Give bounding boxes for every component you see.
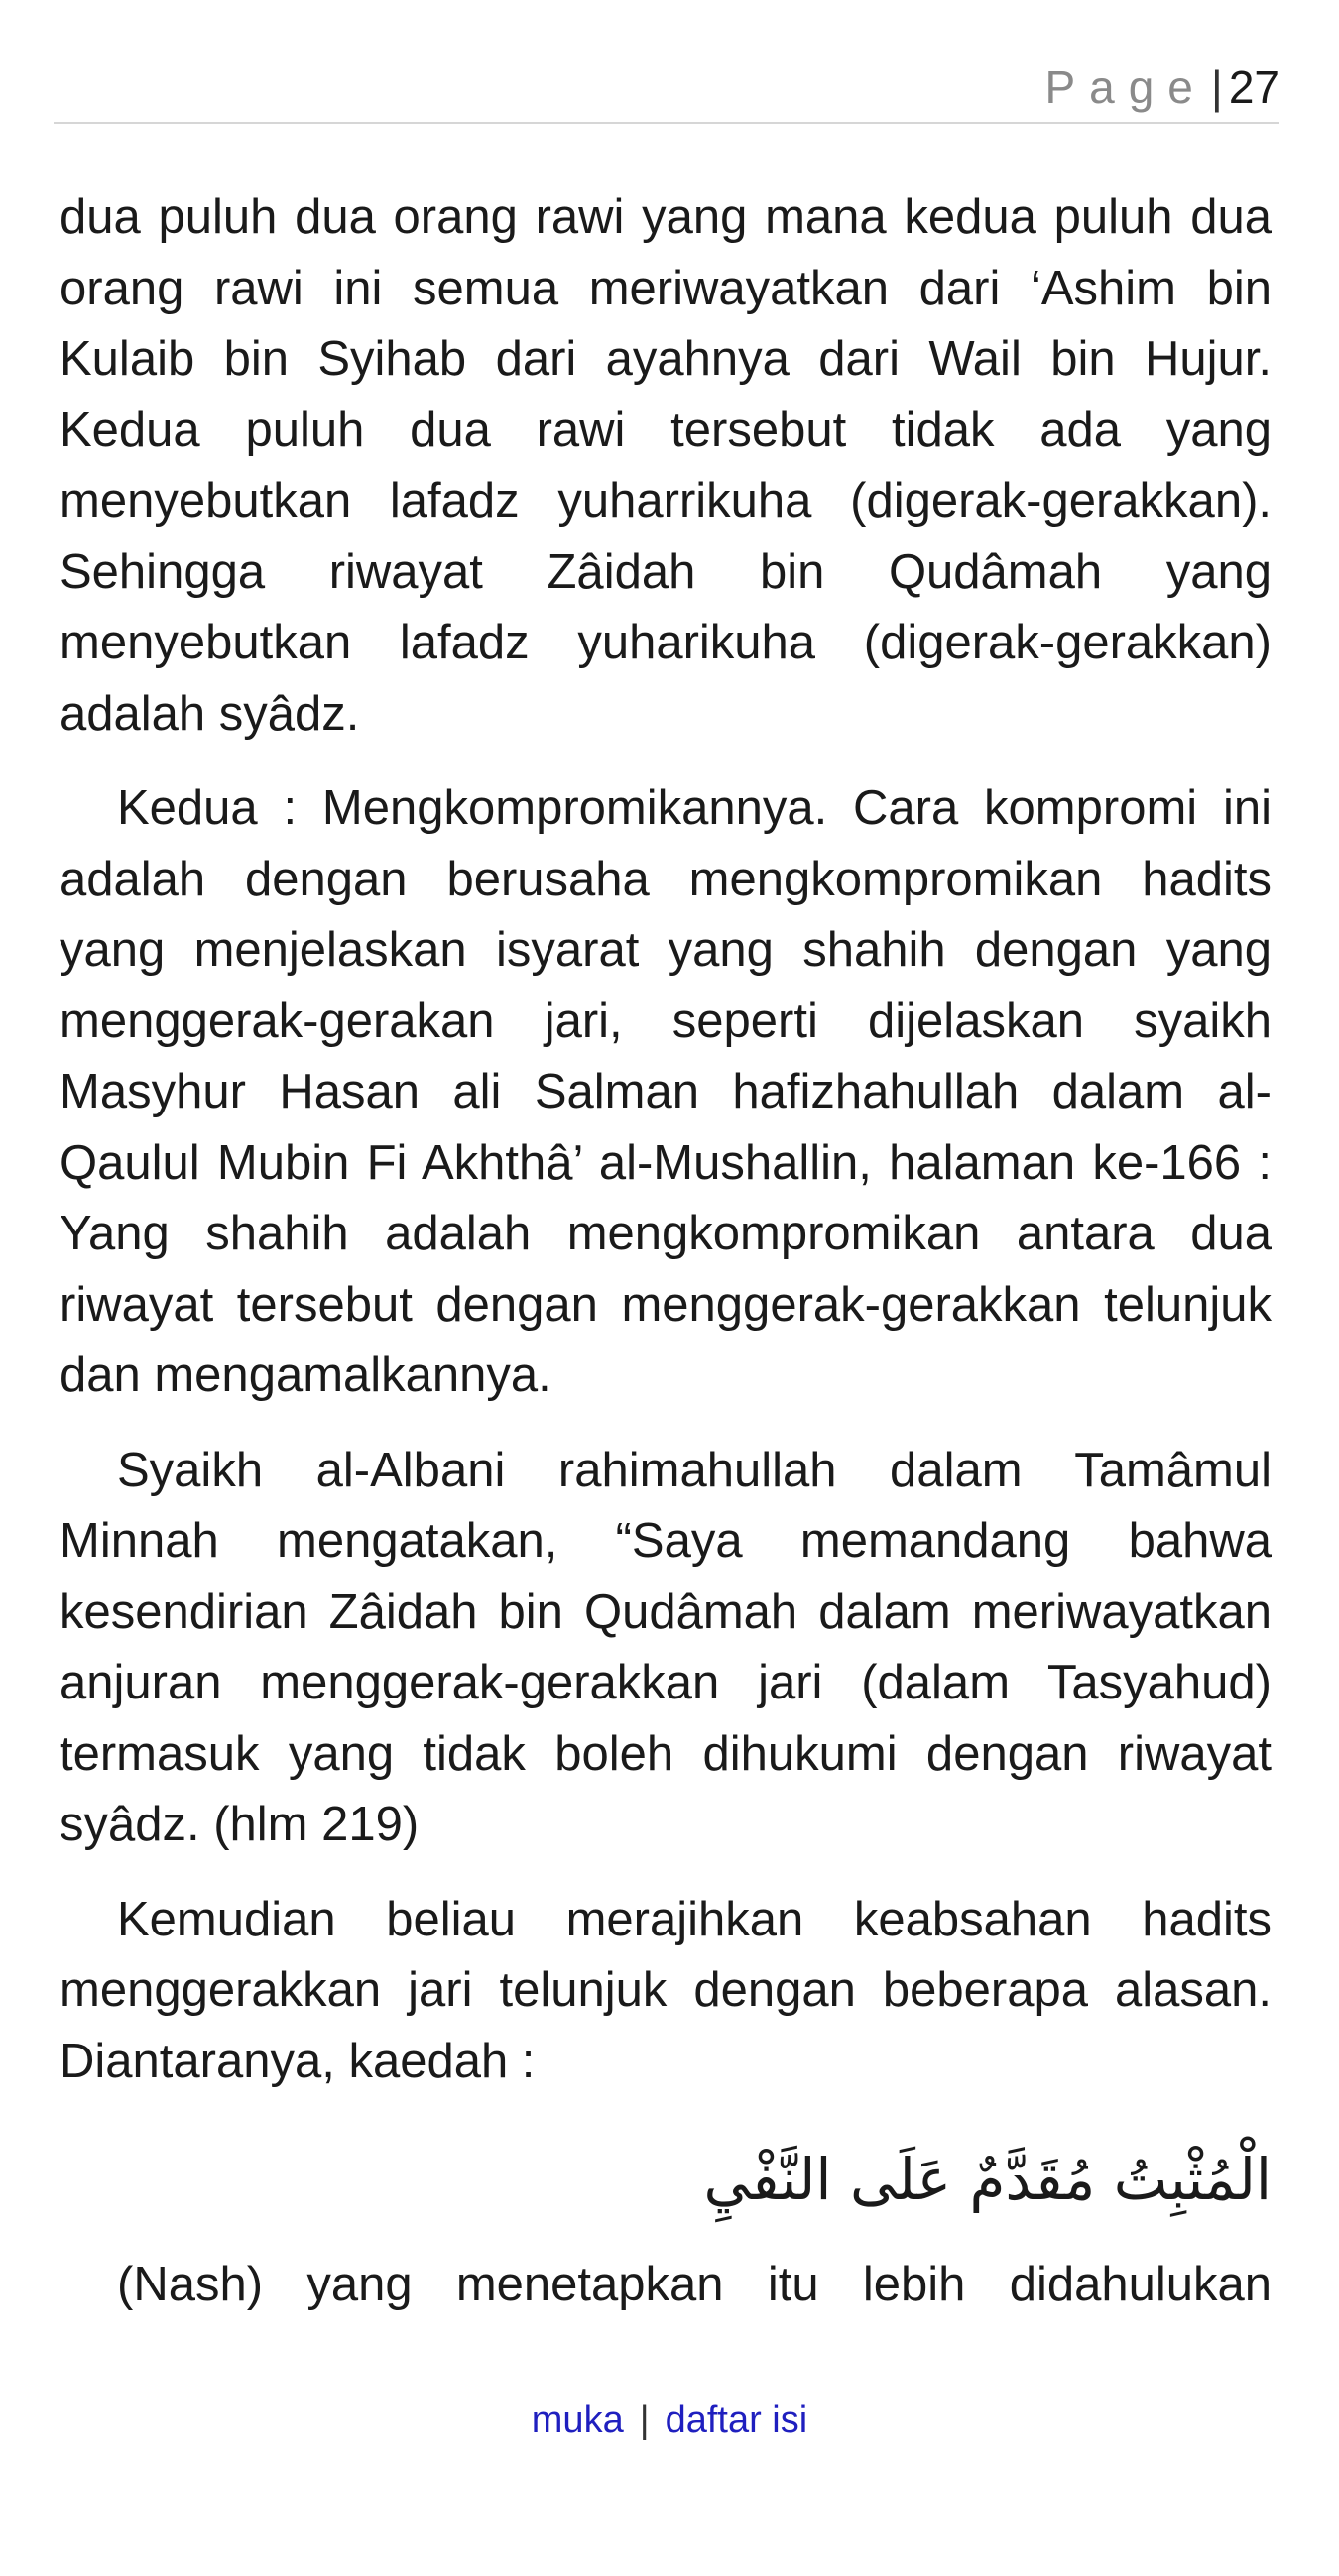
page-separator: |: [1210, 61, 1223, 113]
page-footer: [0, 2400, 1339, 2442]
page-number: 27: [1228, 61, 1279, 113]
header-divider: [54, 122, 1279, 124]
cover-link[interactable]: muka: [531, 2400, 624, 2441]
footer-separator: |: [639, 2400, 650, 2441]
paragraph-1: dua puluh dua orang rawi yang mana kedua puluh dua orang rawi ini semua meriwayatkan dari ‘Ashim bin Kulaib bin Syihab dari ayahnya dari Wail bin Hujur. Kedua puluh dua rawi tersebut tidak ada yang menyebutkan lafadz yuharrikuha (digerak-gerakkan). Sehingga riwayat Zâidah bin Qudâmah yang menyebutkan lafadz yuharikuha (digerak-gerakkan) adalah syâdz.: [60, 190, 1272, 741]
paragraph-2: Kedua : Mengkompromikannya. Cara kompromi ini adalah dengan berusaha mengkompromikan hadits yang menjelaskan isyarat yang shahih dengan yang menggerak-gerakan jari, seperti dijelaskan syaikh Masyhur Hasan ali Salman hafizhahullah dalam al-Qaulul Mubin Fi Akhthâ’ al-Mushallin, halaman ke-166 : Yang shahih adalah mengkompromikan antara dua riwayat tersebut dengan menggerak-gerakkan telunjuk dan mengamalkannya.: [60, 781, 1272, 1402]
arabic-maxim: الْمُثْبِتُ مُقَدَّمٌ عَلَى النَّفْيِ: [703, 2146, 1272, 2213]
paragraph-5: (Nash) yang menetapkan itu lebih didahulukan: [117, 2258, 1272, 2311]
page-header: [1044, 58, 1279, 117]
page-body: [60, 182, 1272, 2345]
table-of-contents-link[interactable]: daftar isi: [665, 2400, 808, 2441]
paragraph-3: Syaikh al-Albani rahimahullah dalam Tamâmul Minnah mengatakan, “Saya memandang bahwa kesendirian Zâidah bin Qudâmah dalam meriwayatkan anjuran menggerak-gerakkan jari (dalam Tasyahud) termasuk yang tidak boleh dihukumi dengan riwayat syâdz. (hlm 219): [60, 1443, 1272, 1851]
page-label: Page: [1044, 61, 1207, 113]
paragraph-4: Kemudian beliau merajihkan keabsahan hadits menggerakkan jari telunjuk dengan beberapa alasan. Diantaranya, kaedah :: [60, 1892, 1272, 2088]
